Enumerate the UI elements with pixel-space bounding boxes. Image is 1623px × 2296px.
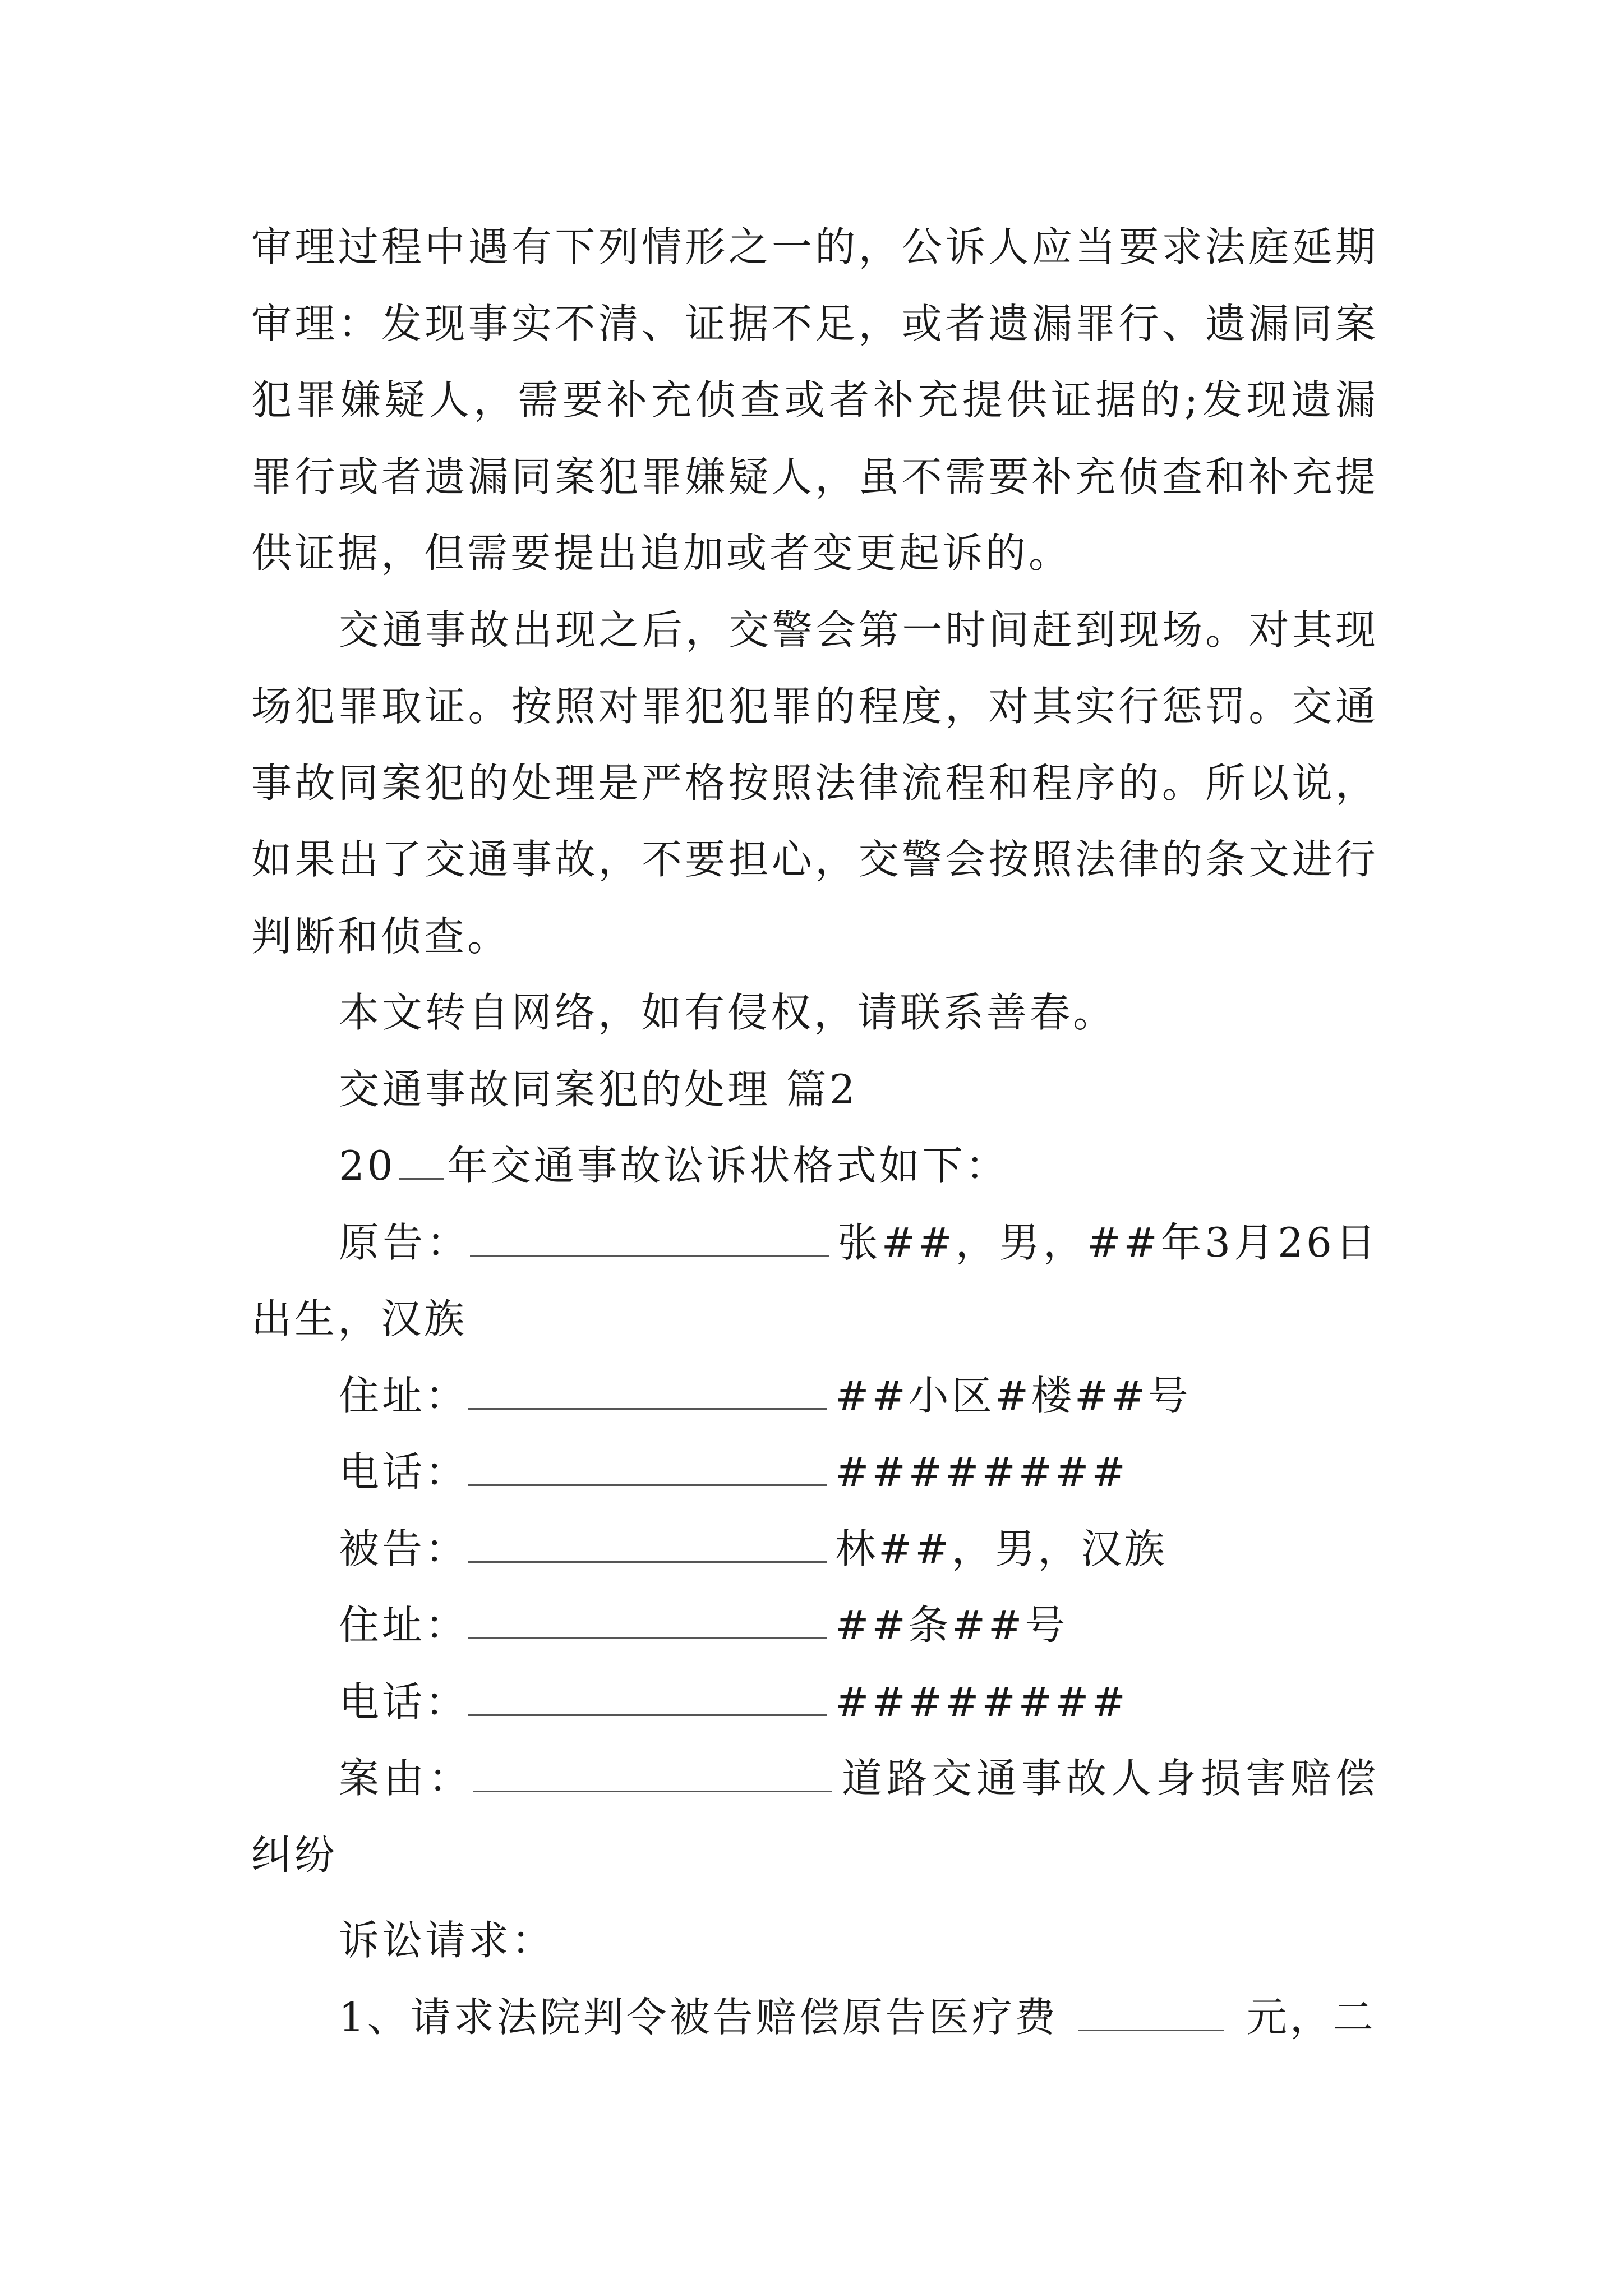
case-cause-line	[251, 1740, 1378, 1893]
claim-item-1-suffix: 元，二	[1246, 1993, 1376, 2041]
plaintiff-phone-value: ########	[835, 1448, 1128, 1496]
plaintiff-phone-line	[251, 1434, 1378, 1511]
paragraph-source-note: 本文转自网络，如有侵权，请联系善春。	[339, 989, 1117, 1036]
case-label: 案由：	[339, 1755, 473, 1802]
defendant-phone-value: ########	[835, 1678, 1128, 1726]
plaintiff-phone-label: 电话：	[339, 1448, 469, 1496]
defendant-label: 被告：	[339, 1525, 469, 1572]
defendant-phone-blank	[468, 1681, 827, 1716]
paragraph-trial-postponement: 审理过程中遇有下列情形之一的，公诉人应当要求法庭延期审理：发现事实不清、证据不足，或者遗漏罪行、遗漏同案犯罪嫌疑人，需要补充侦查或者补充提供证据的;发现遗漏罪行或者遗漏同案犯罪嫌疑人，虽不需要补充侦查和补充提供证据，但需要提出追加或者变更起诉的。	[251, 223, 1378, 577]
year-prefix: 20	[339, 1142, 396, 1189]
defendant-phone-label: 电话：	[339, 1678, 469, 1726]
plaintiff-blank	[470, 1221, 829, 1257]
plaintiff-phone-blank	[468, 1451, 827, 1486]
case-blank	[473, 1757, 832, 1792]
claim-item-1	[251, 1979, 1378, 2056]
plaintiff-address-line	[251, 1358, 1378, 1434]
case-value: 道路交通事故人身损害赔偿纠纷	[251, 1755, 1378, 1879]
defendant-address-label: 住址：	[339, 1602, 469, 1649]
paragraph-format-intro	[251, 1128, 1378, 1204]
document-body	[251, 209, 1378, 2055]
claims-heading: 诉讼请求：	[339, 1917, 555, 1964]
defendant-line	[251, 1511, 1378, 1588]
defendant-blank	[468, 1527, 827, 1563]
defendant-address-value: ##条##号	[835, 1602, 1068, 1649]
medical-fee-blank	[1078, 1996, 1224, 2031]
plaintiff-line	[251, 1204, 1378, 1358]
plaintiff-value: 张##，男，##年3月26日出生，汉族	[251, 1218, 1378, 1342]
defendant-address-line	[251, 1587, 1378, 1664]
year-blank	[399, 1144, 444, 1180]
plaintiff-label: 原告：	[339, 1218, 471, 1266]
paragraph-traffic-police: 交通事故出现之后，交警会第一时间赶到现场。对其现场犯罪取证。按照对罪犯犯罪的程度，对其实行惩罚。交通事故同案犯的处理是严格按照法律流程和程序的。所以说，如果出了交通事故，不要担心，交警会按照法律的条文进行判断和侦查。	[251, 606, 1378, 960]
defendant-value: 林##，男，汉族	[835, 1525, 1168, 1572]
defendant-phone-line	[251, 1664, 1378, 1741]
defendant-address-blank	[468, 1604, 827, 1639]
claim-item-1-text: 1、请求法院判令被告赔偿原告医疗费	[339, 1993, 1058, 2041]
plaintiff-address-blank	[468, 1374, 827, 1410]
section-heading-part2: 交通事故同案犯的处理 篇2	[339, 1065, 858, 1113]
format-intro-text: 年交通事故讼诉状格式如下：	[447, 1142, 1009, 1189]
plaintiff-address-value: ##小区#楼##号	[835, 1372, 1191, 1419]
plaintiff-address-label: 住址：	[339, 1372, 469, 1419]
